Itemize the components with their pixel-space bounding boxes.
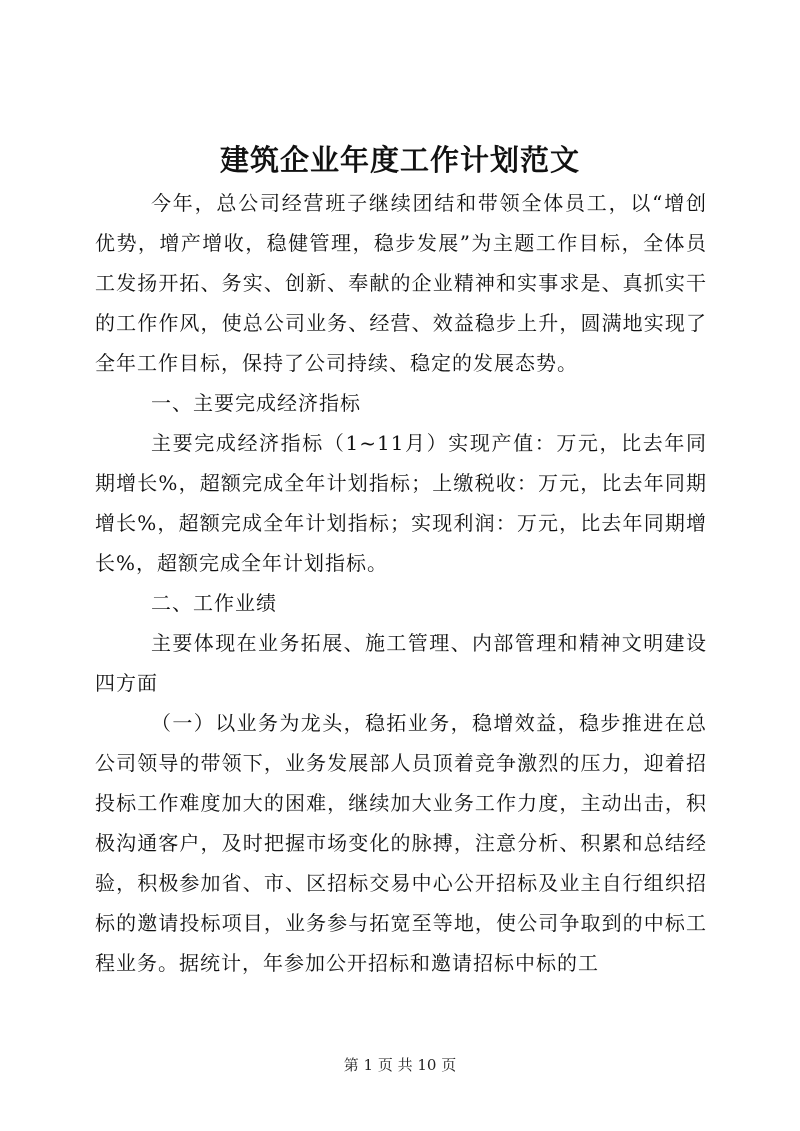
- business-expansion-paragraph: （一）以业务为龙头，稳拓业务，稳增效益，稳步推进在总公司领导的带领下，业务发展部人员顶着竞争激烈的压力，迎着招投标工作难度加大的困难，继续加大业务工作力度，主动出击，积极沟通客户，及时把握市场变化的脉搏，注意分析、积累和总结经验，积极参加省、市、区招标交易中心公开招标及业主自行组织招标的邀请投标项目，业务参与拓宽至等地，使公司争取到的中标工程业务。据统计，年参加公开招标和邀请招标中标的工: [95, 711, 707, 975]
- economic-indicators-paragraph: 主要完成经济指标（1~11月）实现产值：万元，比去年同期增长%，超额完成全年计划指标；上缴税收：万元，比去年同期增长%，超额完成全年计划指标；实现利润：万元，比去年同期增长%，超额完成全年计划指标。: [95, 431, 707, 575]
- section-heading-work-achievements: 二、工作业绩: [151, 591, 277, 615]
- section-heading-economic-indicators: 一、主要完成经济指标: [151, 391, 361, 415]
- document-body: [95, 183, 707, 983]
- intro-paragraph: 今年，总公司经营班子继续团结和带领全体员工，以“增创优势，增产增收，稳健管理，稳步发展”为主题工作目标，全体员工发扬开拓、务实、创新、奉献的企业精神和实事求是、真抓实干的工作作风，使总公司业务、经营、效益稳步上升，圆满地实现了全年工作目标，保持了公司持续、稳定的发展态势。: [95, 191, 707, 375]
- page-footer: 第 1 页 共 10 页: [343, 1056, 457, 1074]
- work-achievements-summary-paragraph: 主要体现在业务拓展、施工管理、内部管理和精神文明建设四方面: [95, 631, 707, 695]
- document-title: 建筑企业年度工作计划范文: [219, 143, 580, 177]
